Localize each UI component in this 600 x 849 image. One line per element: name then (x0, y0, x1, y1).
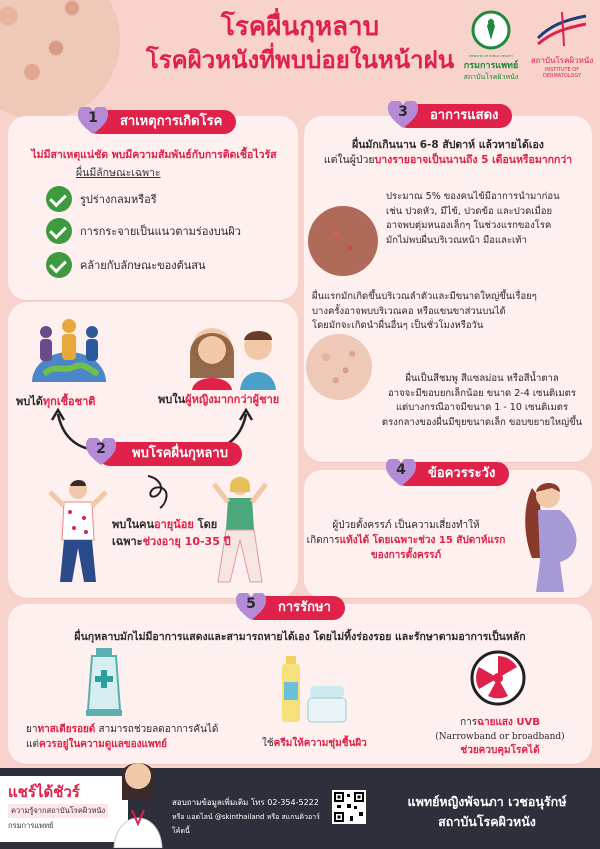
section1-number: 1 (88, 110, 98, 126)
institute-logo (526, 8, 598, 79)
young-line-1-prefix: พบในคน (112, 518, 155, 531)
section1-heading (86, 110, 236, 134)
caution-line-3: ของการตั้งครรภ์ (370, 550, 442, 561)
young-line-1 (112, 516, 231, 533)
moph-logo (456, 10, 526, 83)
feature-item-1: รูปร่างกลมหรือรี (80, 193, 157, 206)
institute-caption-2: INSTITUTE OF DERMATOLOGY (542, 67, 582, 79)
features-label: ผื่นมีลักษณะเฉพาะ (76, 167, 161, 179)
moph-caption-2: สถาบันโรคผิวหนัง (463, 73, 519, 81)
steroid-line-1-suffix: สามารถช่วยลดอาการคันได้ (95, 724, 219, 735)
world-people-icon (24, 312, 114, 392)
steroid-line-1-highlight: ทาสเตียรอยด์ (37, 724, 96, 735)
section2-heart-icon (86, 438, 116, 466)
uvb-line-2: (Narrowband or broadband) (435, 732, 565, 742)
loop-arrow (140, 470, 180, 510)
symptom-p1-line-2: เช่น ปวดหัว, มีไข้, ปวดข้อ และปวดเมื่อย (386, 205, 553, 217)
symptom-paragraph-3 (374, 372, 590, 430)
young-line-2 (112, 533, 231, 550)
institute-logo-icon (534, 8, 590, 50)
feature-item-3: คล้ายกับลักษณะของต้นสน (80, 259, 206, 272)
section5-number: 5 (246, 596, 256, 612)
symptom-p2-line-3: โดยมักจะเกิดนำผื่นอื่นๆ เป็นชั่วโมงหรือวัน (312, 320, 484, 331)
section1-heading-text: สาเหตุการเกิดโรค (120, 114, 223, 129)
caution-line-2 (306, 533, 506, 548)
young-line-2-highlight: ช่วงอายุ 10-35 ปี (142, 535, 231, 548)
cream-text (262, 736, 367, 751)
ointment-tube-icon (84, 648, 124, 718)
section3-heading-text: อาการแสดง (430, 108, 499, 123)
section5-heading-text: การรักษา (278, 600, 331, 615)
moisturizer-bottles-icon (278, 656, 348, 724)
title-line-2: โรคผิวหนังที่พบบ่อยในหน้าฝน (145, 46, 455, 74)
symptom-p3-line-1: ผื่นเป็นสีชมพู สีแซลม่อน หรือสีน้ำตาล (405, 373, 559, 384)
all-races-highlight: ทุกเชื้อชาติ (42, 395, 96, 408)
symptom-intro-line-2 (304, 153, 592, 168)
uvb-line-1 (420, 716, 580, 730)
young-line-2-prefix: เฉพาะ (112, 535, 143, 548)
moph-ring-text: MINISTRY OF PUBLIC HEALTH (469, 54, 513, 58)
treatment-intro: ผื่นกุหลาบมักไม่มีอาการแสดงและสามารถหายได้เอง โดยไม่ทิ้งร่องรอย และรักษาตามอาการเป็นหลัก (74, 631, 526, 643)
section4-heading-text: ข้อควรระวัง (428, 466, 496, 481)
uvb-line-1-prefix: การ (460, 717, 478, 728)
symptom-intro-line-2-prefix: แต่ในผู้ป่วย (323, 154, 375, 166)
contact-info (172, 796, 332, 838)
symptom-paragraph-2 (312, 290, 588, 334)
title-line-1: โรคผื่นกุหลาบ (220, 12, 380, 42)
institute-name: สถาบันโรคผิวหนัง (438, 814, 536, 829)
symptom-paragraph-1 (386, 190, 586, 248)
caution-line-2-prefix: เกิดการ (306, 535, 340, 546)
rash-photo-2 (306, 334, 372, 400)
symptom-p1-line-1: ประมาณ 5% ของคนไข้มีอาการนำมาก่อน (386, 191, 560, 202)
institute-caption-1: สถาบันโรคผิวหนัง (530, 56, 594, 65)
young-line-1-highlight: อายุน้อย (154, 518, 194, 531)
young-age-text (112, 516, 231, 550)
steroid-line-2-highlight: ควรอยู่ในความดูแลของแพทย์ (38, 739, 168, 750)
brand-title: แชร์ได้ชัวร์ (8, 783, 80, 801)
check-icon-1 (46, 186, 72, 212)
doctor-icon (108, 748, 168, 848)
women-prefix: พบใน (158, 393, 186, 406)
symptom-p2-line-2: บางครั้งอาจพบบริเวณคอ หรือแขนขาส่วนบนได้ (312, 305, 506, 317)
qr-code[interactable] (332, 790, 366, 824)
women-highlight: ผู้หญิงมากกว่าผู้ชาย (185, 393, 280, 406)
doctor-name: แพทย์หญิงพัจนภา เวชอนุรักษ์ (407, 794, 567, 809)
symptom-intro-line-1: ผื่นมักเกินนาน 6-8 สัปดาห์ แล้วหายได้เอง (352, 139, 544, 151)
caution-line-2-highlight: แท้งได้ โดยเฉพาะช่วง 15 สัปดาห์แรก (339, 535, 506, 546)
steroid-line-2-prefix: แต่ (26, 739, 39, 750)
section2-number: 2 (96, 441, 106, 457)
section1-heart-icon (78, 107, 108, 135)
section5-heart-icon (236, 593, 266, 621)
symptom-p3-line-2: อาจจะมีขอบยกเล็กน้อย ขนาด 2-4 เซนติเมตร (388, 387, 576, 399)
caution-text (306, 518, 506, 563)
cause-text: ไม่มีสาเหตุแน่ชัด พบมีความสัมพันธ์กับการติดเชื้อไวรัส (31, 149, 277, 161)
woman-man-icon (180, 318, 290, 390)
brand-sub-2: กรมการแพทย์ (8, 821, 54, 830)
cream-highlight: ครีมให้ความชุ่มชื้นผิว (273, 738, 367, 749)
contact-line-2: หรือ แอดไลน์ @skinthailand หรือ สแกนคิวอาร์โค้ดนี้ (172, 813, 320, 835)
cream-prefix: ใช้ (262, 738, 274, 749)
young-line-1-suffix: โดย (193, 518, 218, 531)
symptom-p3-line-3: แต่บางกรณีอาจมีขนาด 1 - 10 เซนติเมตร (395, 402, 569, 413)
symptom-p3-line-4: ตรงกลางของผื่นมีขุยขนาดเล็ก ขอบขยายใหญ่ขึ้น (381, 416, 583, 428)
pregnant-woman-icon (512, 478, 592, 592)
symptom-p2-line-1: ผื่นแรกมักเกิดขึ้นบริเวณลำตัวและมีขนาดใหญ่ขึ้นเรื่อยๆ (312, 291, 537, 302)
symptom-intro-line-2-highlight: บางรายอาจเป็นนานถึง 5 เดือนหรือมากกว่า (374, 154, 573, 166)
steroid-line-1-prefix: ยา (26, 724, 38, 735)
symptom-p1-line-4: มักไม่พบผื่นบริเวณหน้า มือและเท้า (386, 234, 527, 246)
section4-number: 4 (396, 462, 406, 478)
contact-line-1: สอบถามข้อมูลเพิ่มเติม โทร 02-354-5222 (172, 798, 319, 807)
all-races-prefix: พบได้ (16, 395, 43, 408)
uvb-line-1-highlight: ฉายแสง UVB (477, 717, 540, 728)
symptom-intro (304, 138, 592, 168)
feature-item-2: การกระจายเป็นแนวตามร่องบนผิว (80, 225, 241, 238)
rash-photo-1 (308, 206, 378, 276)
moph-caption-1: กรมการแพทย์ (463, 61, 519, 71)
uvb-line-3: ช่วยควบคุมโรคได้ (460, 745, 540, 756)
page-title (120, 10, 480, 76)
young-man-icon (48, 478, 108, 588)
moph-seal-icon (471, 10, 511, 50)
skin-rash-photo-top (0, 0, 120, 120)
section3-number: 3 (398, 104, 408, 120)
check-icon-2 (46, 218, 72, 244)
brand-sub-1: ความรู้จากสถาบันโรคผิวหนัง (8, 804, 108, 818)
section2-heading (98, 442, 242, 466)
section3-heart-icon (388, 101, 418, 129)
section2-heading-text: พบโรคผื่นกุหลาบ (132, 446, 228, 461)
doctor-credit (380, 792, 594, 832)
uvb-text (420, 716, 580, 758)
steroid-line-1 (26, 722, 226, 737)
section4-heart-icon (386, 459, 416, 487)
caution-line-1: ผู้ป่วยตั้งครรภ์ เป็นความเสี่ยงทำให้ (332, 520, 480, 531)
uvb-radiation-icon (470, 650, 526, 706)
check-icon-3 (46, 252, 72, 278)
symptom-p1-line-3: อาจพบตุ่มหนองเล็กๆ ในช่วงแรกของโรค (386, 220, 552, 231)
